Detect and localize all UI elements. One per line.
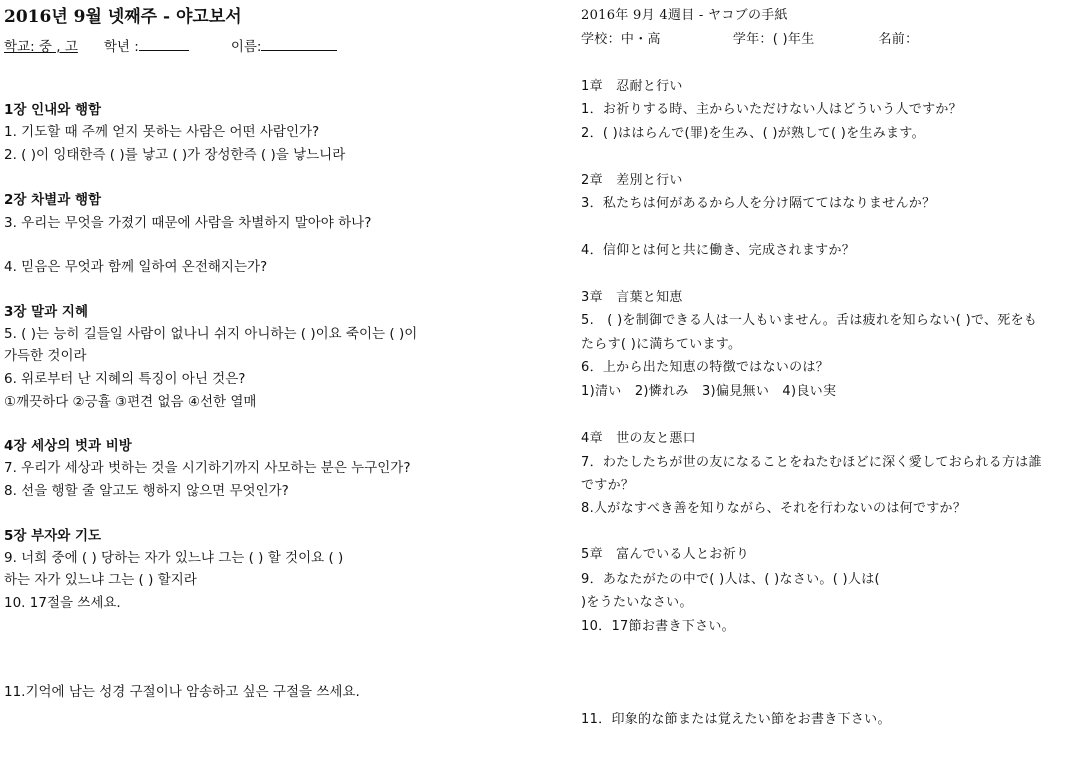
japanese-q7-line2: ですか？	[581, 478, 635, 493]
korean-q8: 8. 선을 행할 줄 알고도 행하지 않으면 무엇인가?	[4, 483, 289, 499]
japanese-ch3-heading: 3章 言葉と知恵	[581, 290, 683, 305]
japanese-q6: 6．上から出た知恵の特徴ではないのは？	[581, 360, 829, 375]
korean-ch2-heading: 2장 차별과 행함	[4, 192, 102, 208]
korean-q5-line2: 가득한 것이라	[4, 348, 87, 364]
japanese-q5-line2: たらす( )に満ちています。	[581, 337, 742, 352]
korean-q1: 1. 기도할 때 주께 얻지 못하는 사람은 어떤 사람인가?	[4, 124, 320, 140]
korean-q11: 11.기억에 남는 성경 구절이나 암송하고 싶은 구절을 쓰세요.	[4, 684, 360, 700]
korean-ch1-heading: 1장 인내와 행함	[4, 102, 102, 118]
japanese-school-label: 学校：中・高	[581, 32, 661, 47]
japanese-ch2-heading: 2章 差別と行い	[581, 173, 683, 188]
korean-q5-line1: 5. ( )는 능히 길들일 사람이 없나니 쉬지 아니하는 ( )이요 죽이는 ( )이	[4, 326, 418, 342]
japanese-q4: 4．信仰とは何と共に働き、完成されますか？	[581, 243, 856, 258]
japanese-q5-line1: 5. ( )を制御できる人は一人もいません。舌は疲れを知らない( )で、死をも	[581, 313, 1038, 328]
korean-q7: 7. 우리가 세상과 벗하는 것을 시기하기까지 사모하는 분은 누구인가?	[4, 460, 411, 476]
japanese-ch4-heading: 4章 世の友と悪口	[581, 431, 696, 446]
japanese-q6-options: 1)清い 2)憐れみ 3)偏見無い 4)良い実	[581, 384, 837, 399]
korean-ch4-heading: 4장 세상의 벗과 비방	[4, 438, 132, 454]
japanese-ch1-heading: 1章 忍耐と行い	[581, 79, 683, 94]
korean-school-label: 학교: 중 , 고	[4, 39, 78, 55]
korean-ch5-heading: 5장 부자와 기도	[4, 528, 102, 544]
korean-grade-label: 학년 :	[103, 39, 139, 55]
japanese-q1: 1．お祈りする時、主からいただけない人はどういう人ですか？	[581, 102, 962, 117]
korean-q6-options: ①깨끗하다 ②긍휼 ③편견 없음 ④선한 열매	[4, 394, 257, 410]
japanese-name-label: 名前：	[878, 32, 919, 47]
japanese-q9-line1: 9．あなたがたの中で( )人は、( )なさい。( )人は(	[581, 572, 880, 587]
japanese-grade-label: 学年：( )年生	[732, 32, 815, 47]
japanese-q11: 11．印象的な節または覚えたい節をお書き下さい。	[581, 712, 891, 727]
japanese-ch5-heading: 5章 富んでいる人とお祈り	[581, 547, 750, 562]
japanese-q9-line2: )をうたいなさい。	[581, 595, 693, 610]
korean-q9-line2: 하는 자가 있느냐 그는 ( ) 할지라	[4, 572, 197, 588]
korean-name-label: 이름:	[230, 39, 262, 55]
korean-q6: 6. 위로부터 난 지혜의 특징이 아닌 것은?	[4, 371, 246, 387]
japanese-q8: 8.人がなすべき善を知りながら、それを行わないのは何ですか？	[581, 501, 967, 516]
korean-name-blank[interactable]	[261, 36, 337, 51]
japanese-header-fields	[581, 31, 918, 49]
korean-header-fields	[4, 36, 337, 56]
korean-q10: 10. 17절을 쓰세요.	[4, 595, 121, 611]
japanese-title: 2016年 9月 4週目 - ヤコブの手紙	[581, 8, 788, 23]
korean-q2: 2. ( )이 잉태한즉 ( )를 낳고 ( )가 장성한즉 ( )을 낳느니라	[4, 147, 346, 163]
korean-ch3-heading: 3장 말과 지혜	[4, 304, 88, 320]
korean-q4: 4. 믿음은 무엇과 함께 일하여 온전해지는가?	[4, 259, 268, 275]
korean-grade-blank[interactable]	[139, 36, 189, 51]
korean-q9-line1: 9. 너희 중에 ( ) 당하는 자가 있느냐 그는 ( ) 할 것이요 ( )	[4, 550, 344, 566]
japanese-q2: 2．( )ははらんで(罪)を生み、( )が熟して( )を生みます。	[581, 126, 925, 141]
korean-q3: 3. 우리는 무엇을 가졌기 때문에 사람을 차별하지 말아야 하나?	[4, 215, 372, 231]
japanese-q7-line1: 7．わたしたちが世の友になることをねたむほどに深く愛しておられる方は誰	[581, 455, 1042, 470]
japanese-q10: 10．17節お書き下さい。	[581, 619, 735, 634]
korean-title: 2016년 9월 넷째주 - 야고보서	[4, 7, 242, 27]
japanese-q3: 3．私たちは何があるから人を分け隔ててはなりませんか？	[581, 196, 936, 211]
